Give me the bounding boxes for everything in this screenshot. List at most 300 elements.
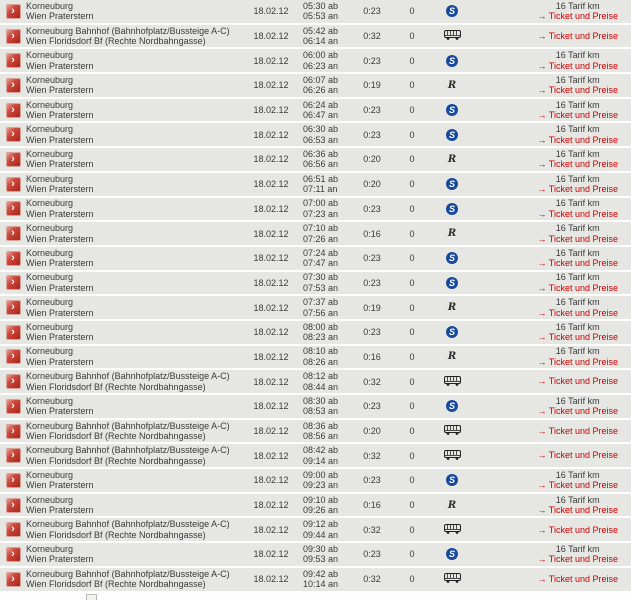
connection-row: [0, 272, 631, 295]
from-station: Korneuburg: [26, 321, 74, 332]
tarif-km-label: 16 Tarif km: [555, 321, 600, 332]
chevron-right-icon: ›: [11, 128, 15, 141]
changes-count: 0: [409, 105, 415, 116]
arrow-right-icon: →: [537, 233, 547, 244]
departure-time: 08:10 ab: [303, 346, 339, 357]
changes-count: 0: [409, 55, 415, 66]
departure-time: 06:07 ab: [303, 74, 339, 85]
duration: 0:19: [363, 80, 381, 91]
connection-row: [0, 494, 631, 517]
connection-row: [0, 395, 631, 418]
departure-time: 06:00 ab: [303, 50, 339, 61]
chevron-right-icon: ›: [11, 177, 15, 190]
changes-count: 0: [409, 302, 415, 313]
arrival-time: 05:53 an: [303, 11, 339, 22]
changes-count: 0: [409, 327, 415, 338]
transport-icon-cell: [425, 129, 479, 141]
chevron-right-icon: ›: [11, 350, 15, 363]
departure-time: 05:42 ab: [303, 25, 339, 36]
arrival-time: 08:23 an: [303, 332, 339, 343]
from-station: Korneuburg: [26, 74, 74, 85]
tarif-km-label: 16 Tarif km: [555, 297, 600, 308]
changes-count: 0: [409, 129, 415, 140]
arrow-right-icon: →: [537, 524, 547, 535]
show-detail-button[interactable]: [6, 300, 21, 315]
chevron-right-icon: ›: [11, 523, 15, 536]
changes-count: 0: [409, 31, 415, 42]
sbahn-icon: S: [446, 277, 458, 289]
travel-date: 18.02.12: [253, 524, 289, 535]
ticket-und-preise-link[interactable]: [537, 406, 618, 417]
travel-date: 18.02.12: [253, 426, 289, 437]
transport-icon-cell: [425, 376, 479, 388]
tarif-km-label: 16 Tarif km: [555, 173, 600, 184]
from-station: Korneuburg: [26, 173, 74, 184]
ticket-und-preise-link[interactable]: [537, 110, 618, 121]
arrow-right-icon: →: [537, 60, 547, 71]
from-station: Korneuburg Bahnhof (Bahnhofplatz/Bussteige A-C): [26, 445, 230, 456]
show-detail-button[interactable]: [6, 424, 21, 439]
tarif-km-label: 16 Tarif km: [555, 346, 600, 357]
to-station: Wien Floridsdorf Bf (Rechte Nordbahngasse): [26, 431, 206, 442]
tarif-km-label: 16 Tarif km: [555, 543, 600, 554]
duration: 0:23: [363, 105, 381, 116]
ticket-und-preise-link[interactable]: [537, 525, 618, 536]
changes-count: 0: [409, 549, 415, 560]
arrival-time: 07:47 an: [303, 258, 339, 269]
arrival-time: 07:11 an: [303, 184, 338, 195]
arrow-right-icon: →: [537, 480, 547, 491]
transport-icon-cell: [425, 203, 479, 215]
ticket-und-preise-link[interactable]: [537, 308, 618, 319]
changes-count: 0: [409, 376, 415, 387]
show-detail-button[interactable]: [6, 4, 21, 19]
ticket-link-label: Ticket und Preise: [548, 505, 618, 516]
travel-date: 18.02.12: [253, 475, 289, 486]
show-detail-button[interactable]: [6, 473, 21, 488]
ticket-und-preise-link[interactable]: [537, 505, 618, 516]
ticket-und-preise-link[interactable]: [537, 31, 618, 42]
ticket-und-preise-link[interactable]: [537, 283, 618, 294]
ticket-link-label: Ticket und Preise: [548, 233, 618, 244]
connection-row: [0, 198, 631, 221]
arrival-time: 06:23 an: [303, 60, 339, 71]
ticket-und-preise-link[interactable]: [537, 11, 618, 22]
connection-row: [0, 25, 631, 48]
from-station: Korneuburg: [26, 469, 74, 480]
to-station: Wien Floridsdorf Bf (Rechte Nordbahngasse): [26, 529, 206, 540]
ticket-und-preise-link[interactable]: [537, 234, 618, 245]
show-detail-button[interactable]: [6, 275, 21, 290]
travel-date: 18.02.12: [253, 179, 289, 190]
show-detail-button[interactable]: [6, 374, 21, 389]
ticket-link-label: Ticket und Preise: [548, 258, 618, 269]
connection-row: [0, 296, 631, 319]
chevron-right-icon: ›: [11, 276, 15, 289]
arrival-time: 07:26 an: [303, 233, 339, 244]
ticket-link-label: Ticket und Preise: [548, 85, 618, 96]
departure-time: 09:10 ab: [303, 494, 339, 505]
show-detail-button[interactable]: [6, 325, 21, 340]
sbahn-icon: S: [446, 252, 458, 264]
transport-icon-cell: [425, 104, 479, 116]
ticket-und-preise-link[interactable]: [537, 554, 618, 565]
bus-icon: [444, 30, 461, 42]
departure-time: 08:42 ab: [303, 445, 339, 456]
chevron-right-icon: ›: [11, 325, 15, 338]
tarif-km-label: 16 Tarif km: [555, 247, 600, 258]
from-station: Korneuburg: [26, 198, 74, 209]
arrival-time: 08:56 an: [303, 431, 339, 442]
to-station: Wien Floridsdorf Bf (Rechte Nordbahngasse): [26, 381, 206, 392]
transport-icon-cell: [425, 80, 479, 91]
duration: 0:16: [363, 228, 381, 239]
show-detail-button[interactable]: [6, 251, 21, 266]
connection-row: [0, 420, 631, 443]
changes-count: 0: [409, 228, 415, 239]
show-detail-button[interactable]: [6, 53, 21, 68]
to-station: Wien Praterstern: [26, 356, 94, 367]
tarif-km-label: 16 Tarif km: [555, 494, 600, 505]
travel-date: 18.02.12: [253, 129, 289, 140]
arrow-right-icon: →: [537, 184, 547, 195]
chevron-right-icon: ›: [11, 547, 15, 560]
arrival-time: 06:14 an: [303, 36, 339, 47]
changes-count: 0: [409, 179, 415, 190]
changes-count: 0: [409, 80, 415, 91]
chevron-right-icon: ›: [11, 152, 15, 165]
connection-row: [0, 99, 631, 122]
ticket-link-label: Ticket und Preise: [548, 134, 618, 145]
duration: 0:23: [363, 549, 381, 560]
departure-time: 09:30 ab: [303, 543, 339, 554]
regionalzug-icon: R: [447, 228, 457, 240]
ticket-link-label: Ticket und Preise: [548, 406, 618, 417]
departure-time: 07:00 ab: [303, 198, 339, 209]
ticket-link-label: Ticket und Preise: [548, 356, 618, 367]
from-station: Korneuburg: [26, 50, 74, 61]
arrow-right-icon: →: [537, 85, 547, 96]
travel-date: 18.02.12: [253, 80, 289, 91]
show-detail-button[interactable]: [6, 349, 21, 364]
show-detail-button[interactable]: [6, 152, 21, 167]
to-station: Wien Praterstern: [26, 307, 94, 318]
travel-date: 18.02.12: [253, 277, 289, 288]
arrival-time: 10:14 an: [303, 579, 339, 590]
departure-time: 07:30 ab: [303, 272, 339, 283]
chevron-right-icon: ›: [11, 54, 15, 67]
ticket-und-preise-link[interactable]: [537, 184, 618, 195]
to-station: Wien Praterstern: [26, 159, 94, 170]
show-detail-button[interactable]: [6, 177, 21, 192]
duration: 0:20: [363, 154, 381, 165]
duration: 0:23: [363, 277, 381, 288]
changes-count: 0: [409, 500, 415, 511]
tarif-km-label: 16 Tarif km: [555, 198, 600, 209]
duration: 0:32: [363, 31, 381, 42]
transport-icon-cell: [425, 573, 479, 585]
regionalzug-icon: R: [447, 499, 457, 511]
arrival-time: 07:23 an: [303, 208, 339, 219]
travel-date: 18.02.12: [253, 31, 289, 42]
show-detail-button[interactable]: [6, 226, 21, 241]
connection-row: [0, 247, 631, 270]
sbahn-icon: S: [446, 203, 458, 215]
from-station: Korneuburg Bahnhof (Bahnhofplatz/Bussteige A-C): [26, 519, 230, 530]
departure-time: 08:00 ab: [303, 321, 339, 332]
ticket-link-label: Ticket und Preise: [548, 159, 618, 170]
transport-icon-cell: [425, 30, 479, 42]
duration: 0:20: [363, 426, 381, 437]
ticket-und-preise-link[interactable]: [537, 159, 618, 170]
to-station: Wien Praterstern: [26, 233, 94, 244]
duration: 0:32: [363, 574, 381, 585]
show-detail-button[interactable]: [6, 448, 21, 463]
sbahn-icon: S: [446, 178, 458, 190]
show-detail-button[interactable]: [6, 103, 21, 118]
departure-time: 06:51 ab: [303, 173, 339, 184]
arrow-right-icon: →: [537, 376, 547, 387]
show-detail-button[interactable]: [6, 127, 21, 142]
departure-time: 05:30 ab: [303, 0, 339, 11]
arrow-right-icon: →: [537, 356, 547, 367]
show-detail-button[interactable]: [6, 572, 21, 587]
from-station: Korneuburg: [26, 395, 74, 406]
travel-date: 18.02.12: [253, 105, 289, 116]
to-station: Wien Praterstern: [26, 332, 94, 343]
departure-time: 06:24 ab: [303, 99, 339, 110]
travel-date: 18.02.12: [253, 302, 289, 313]
arrow-right-icon: →: [537, 425, 547, 436]
arrow-right-icon: →: [537, 554, 547, 565]
connection-row: [0, 222, 631, 245]
tarif-km-label: 16 Tarif km: [555, 99, 600, 110]
connection-row: [0, 370, 631, 393]
duration: 0:23: [363, 6, 381, 17]
ticket-link-label: Ticket und Preise: [548, 450, 618, 461]
show-detail-button[interactable]: [6, 201, 21, 216]
ticket-und-preise-link[interactable]: [537, 85, 618, 96]
connection-row: [0, 568, 631, 591]
transport-icon-cell: [425, 154, 479, 165]
from-station: Korneuburg: [26, 247, 74, 258]
chevron-right-icon: ›: [11, 4, 15, 17]
duration: 0:23: [363, 129, 381, 140]
arrival-time: 09:23 an: [303, 480, 339, 491]
bus-icon: [444, 573, 461, 585]
travel-date: 18.02.12: [253, 574, 289, 585]
ticket-link-label: Ticket und Preise: [548, 573, 618, 584]
show-detail-button[interactable]: [6, 498, 21, 513]
from-station: Korneuburg: [26, 148, 74, 159]
travel-date: 18.02.12: [253, 154, 289, 165]
arrival-time: 08:26 an: [303, 356, 339, 367]
to-station: Wien Praterstern: [26, 60, 94, 71]
changes-count: 0: [409, 351, 415, 362]
ticket-und-preise-link[interactable]: [537, 357, 618, 368]
changes-count: 0: [409, 277, 415, 288]
from-station: Korneuburg: [26, 124, 74, 135]
arrival-time: 06:47 an: [303, 110, 339, 121]
to-station: Wien Praterstern: [26, 184, 94, 195]
to-station: Wien Praterstern: [26, 480, 94, 491]
changes-count: 0: [409, 203, 415, 214]
departure-time: 09:42 ab: [303, 568, 339, 579]
sbahn-icon: S: [446, 5, 458, 17]
ticket-und-preise-link[interactable]: [537, 135, 618, 146]
regionalzug-icon: R: [447, 153, 457, 165]
connection-row: [0, 543, 631, 566]
sbahn-icon: S: [446, 548, 458, 560]
changes-count: 0: [409, 6, 415, 17]
changes-count: 0: [409, 524, 415, 535]
departure-time: 06:36 ab: [303, 148, 339, 159]
chevron-right-icon: ›: [11, 449, 15, 462]
tarif-km-label: 16 Tarif km: [555, 50, 600, 61]
ticket-und-preise-link[interactable]: [537, 426, 618, 437]
arrival-time: 06:56 an: [303, 159, 339, 170]
tarif-km-label: 16 Tarif km: [555, 0, 600, 11]
transport-icon-cell: [425, 425, 479, 437]
departure-time: 07:10 ab: [303, 223, 339, 234]
tarif-km-label: 16 Tarif km: [555, 74, 600, 85]
transport-icon-cell: [425, 5, 479, 17]
duration: 0:23: [363, 253, 381, 264]
to-station: Wien Praterstern: [26, 11, 94, 22]
connection-row: [0, 173, 631, 196]
travel-date: 18.02.12: [253, 376, 289, 387]
connection-row: [0, 0, 631, 23]
transport-icon-cell: [425, 302, 479, 313]
ticket-und-preise-link[interactable]: [537, 480, 618, 491]
changes-count: 0: [409, 450, 415, 461]
chevron-right-icon: ›: [11, 375, 15, 388]
from-station: Korneuburg Bahnhof (Bahnhofplatz/Bussteige A-C): [26, 371, 230, 382]
chevron-right-icon: ›: [11, 572, 15, 585]
departure-time: 09:12 ab: [303, 519, 339, 530]
transport-icon-cell: [425, 252, 479, 264]
chevron-right-icon: ›: [11, 29, 15, 42]
arrival-time: 09:53 an: [303, 554, 339, 565]
duration: 0:23: [363, 401, 381, 412]
ticket-und-preise-link[interactable]: [537, 574, 618, 585]
to-station: Wien Praterstern: [26, 406, 94, 417]
arrow-right-icon: →: [537, 30, 547, 41]
tarif-km-label: 16 Tarif km: [555, 124, 600, 135]
show-detail-button[interactable]: [6, 522, 21, 537]
duration: 0:20: [363, 179, 381, 190]
partial-cutoff-element: [86, 594, 97, 600]
travel-date: 18.02.12: [253, 500, 289, 511]
arrow-right-icon: →: [537, 505, 547, 516]
changes-count: 0: [409, 574, 415, 585]
departure-time: 08:12 ab: [303, 371, 339, 382]
connection-row: [0, 123, 631, 146]
regionalzug-icon: R: [447, 302, 457, 314]
chevron-right-icon: ›: [11, 251, 15, 264]
sbahn-icon: S: [446, 104, 458, 116]
ticket-und-preise-link[interactable]: [537, 450, 618, 461]
travel-date: 18.02.12: [253, 55, 289, 66]
departure-time: 09:00 ab: [303, 469, 339, 480]
to-station: Wien Praterstern: [26, 110, 94, 121]
arrow-right-icon: →: [537, 307, 547, 318]
connection-row: [0, 469, 631, 492]
ticket-link-label: Ticket und Preise: [548, 524, 618, 535]
ticket-und-preise-link[interactable]: [537, 376, 618, 387]
transport-icon-cell: [425, 524, 479, 536]
duration: 0:23: [363, 327, 381, 338]
transport-icon-cell: [425, 500, 479, 511]
connection-row: [0, 148, 631, 171]
show-detail-button[interactable]: [6, 547, 21, 562]
duration: 0:32: [363, 524, 381, 535]
show-detail-button[interactable]: [6, 29, 21, 44]
ticket-und-preise-link[interactable]: [537, 61, 618, 72]
to-station: Wien Praterstern: [26, 282, 94, 293]
transport-icon-cell: [425, 400, 479, 412]
arrow-right-icon: →: [537, 332, 547, 343]
duration: 0:32: [363, 376, 381, 387]
transport-icon-cell: [425, 326, 479, 338]
duration: 0:23: [363, 55, 381, 66]
from-station: Korneuburg: [26, 297, 74, 308]
to-station: Wien Praterstern: [26, 554, 94, 565]
ticket-und-preise-link[interactable]: [537, 258, 618, 269]
regionalzug-icon: R: [447, 351, 457, 363]
ticket-link-label: Ticket und Preise: [548, 208, 618, 219]
sbahn-icon: S: [446, 474, 458, 486]
from-station: Korneuburg: [26, 346, 74, 357]
chevron-right-icon: ›: [11, 103, 15, 116]
travel-date: 18.02.12: [253, 327, 289, 338]
arrival-time: 08:53 an: [303, 406, 339, 417]
transport-icon-cell: [425, 474, 479, 486]
chevron-right-icon: ›: [11, 78, 15, 91]
travel-date: 18.02.12: [253, 549, 289, 560]
arrival-time: 09:44 an: [303, 529, 339, 540]
arrival-time: 07:53 an: [303, 282, 339, 293]
arrival-time: 06:26 an: [303, 85, 339, 96]
bus-icon: [444, 524, 461, 536]
duration: 0:16: [363, 351, 381, 362]
ticket-link-label: Ticket und Preise: [548, 332, 618, 343]
arrow-right-icon: →: [537, 258, 547, 269]
arrow-right-icon: →: [537, 11, 547, 22]
from-station: Korneuburg: [26, 223, 74, 234]
show-detail-button[interactable]: [6, 399, 21, 414]
travel-date: 18.02.12: [253, 450, 289, 461]
tarif-km-label: 16 Tarif km: [555, 148, 600, 159]
chevron-right-icon: ›: [11, 399, 15, 412]
changes-count: 0: [409, 475, 415, 486]
transport-icon-cell: [425, 351, 479, 362]
from-station: Korneuburg: [26, 0, 74, 11]
duration: 0:32: [363, 450, 381, 461]
ticket-link-label: Ticket und Preise: [548, 480, 618, 491]
ticket-link-label: Ticket und Preise: [548, 110, 618, 121]
duration: 0:16: [363, 500, 381, 511]
travel-date: 18.02.12: [253, 228, 289, 239]
show-detail-button[interactable]: [6, 78, 21, 93]
to-station: Wien Floridsdorf Bf (Rechte Nordbahngasse): [26, 36, 206, 47]
departure-time: 08:30 ab: [303, 395, 339, 406]
sbahn-icon: S: [446, 129, 458, 141]
ticket-und-preise-link[interactable]: [537, 209, 618, 220]
arrow-right-icon: →: [537, 573, 547, 584]
ticket-und-preise-link[interactable]: [537, 332, 618, 343]
arrival-time: 07:56 an: [303, 307, 339, 318]
